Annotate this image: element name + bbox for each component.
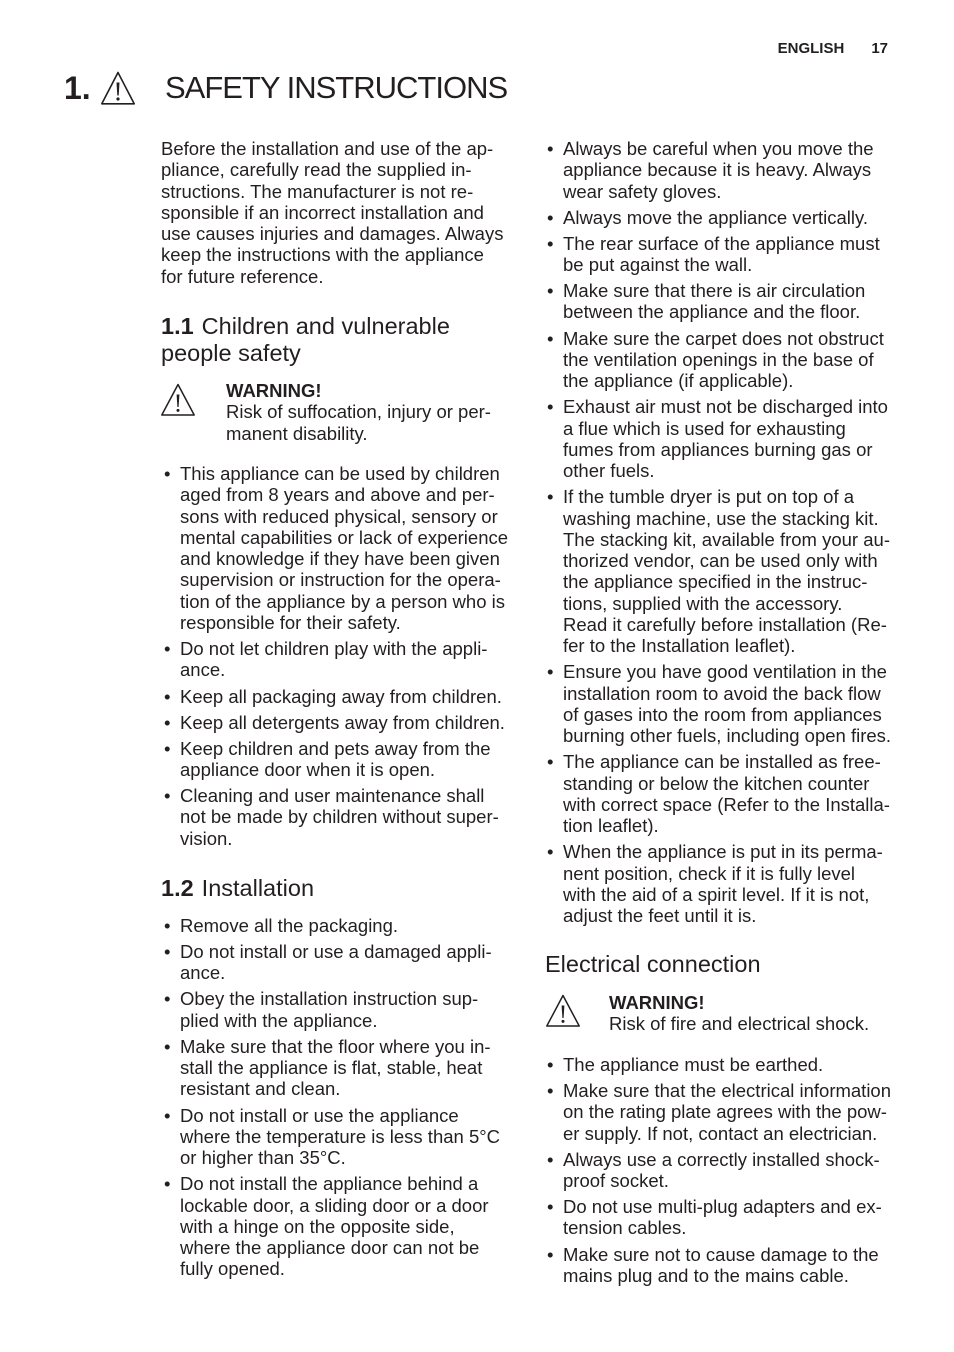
section-title: Electrical connection xyxy=(545,951,761,977)
list-item: • Make sure that there is air circulation between the appliance and the floor. xyxy=(563,280,891,323)
list-item: • Obey the installation instruction sup- plied with the appliance. xyxy=(180,988,500,1031)
warning-triangle-icon xyxy=(100,70,136,107)
list-item: • Exhaust air must not be discharged into a flue which is used for exhausting fumes from appliances burning gas or other fuels. xyxy=(563,396,891,481)
intro-paragraph: Before the installation and use of the ap- pliance, carefully read the supplied in- structions. The manufacturer is not re- sponsible if an incorrect installation and use causes injuries and damages. Always keep the instructions with the appliance for future reference. xyxy=(161,138,504,287)
list-item: • If the tumble dryer is put on top of a washing machine, use the stacking kit. The stacking kit, available from your au- thorized vendor, can be used only with the appliance specified in the instruc- tions, supplied with the accessory. Read it carefully before installation (Re- fer to the Installation leaflet). xyxy=(563,486,891,656)
children-safety-list xyxy=(180,463,508,854)
list-item: • The rear surface of the appliance must be put against the wall. xyxy=(563,233,891,276)
list-item: • Always move the appliance vertically. xyxy=(563,207,891,228)
list-item: • The appliance must be earthed. xyxy=(563,1054,891,1075)
warning-message xyxy=(226,380,491,444)
electrical-connection-list xyxy=(563,1054,891,1291)
list-item: • Make sure that the floor where you in- stall the appliance is flat, stable, heat resistant and clean. xyxy=(180,1036,500,1100)
list-item: • Always be careful when you move the appliance because it is heavy. Always wear safety gloves. xyxy=(563,138,891,202)
section-title: Children and vulnerable people safety xyxy=(161,313,450,366)
warning-label: WARNING! xyxy=(609,992,705,1013)
warning-message xyxy=(609,992,869,1035)
warning-text: Risk of fire and electrical shock. xyxy=(609,1013,870,1035)
list-item: • Make sure that the electrical information on the rating plate agrees with the pow- er supply. If not, contact an electrician. xyxy=(563,1080,891,1144)
installation-list-continued xyxy=(563,138,891,931)
list-item: • Do not install the appliance behind a lockable door, a sliding door or a door with a hinge on the opposite side, where the appliance door can not be fully opened. xyxy=(180,1173,500,1279)
warning-triangle-icon-graphic xyxy=(545,993,581,1029)
list-item: • Do not use multi-plug adapters and ex- tension cables. xyxy=(563,1196,891,1239)
warning-triangle-icon-graphic xyxy=(160,382,196,418)
list-item: • Do not install or use the appliance where the temperature is less than 5°C or higher than 35°C. xyxy=(180,1105,500,1169)
list-item: • When the appliance is put in its perma- nent position, check if it is fully level with the aid of a spirit level. If it is not, adjust the feet until it is. xyxy=(563,841,891,926)
warning-triangle-icon-graphic xyxy=(100,70,136,107)
warning-label: WARNING! xyxy=(226,380,322,401)
list-item: • Make sure the carpet does not obstruct the ventilation openings in the base of the appliance (if applicable). xyxy=(563,328,891,392)
list-item: • Keep children and pets away from the appliance door when it is open. xyxy=(180,738,508,781)
warning-triangle-icon xyxy=(545,993,581,1029)
list-item: • This appliance can be used by children aged from 8 years and above and per- sons with reduced physical, sensory or mental capabilities or lack of experience and knowledge if they have been given supervision or instruction for the opera- tion of the appliance by a person who is responsible for their safety. xyxy=(180,463,508,633)
header-language: ENGLISH xyxy=(777,40,845,57)
warning-triangle-icon xyxy=(160,382,196,418)
list-item: • Do not install or use a damaged appli- ance. xyxy=(180,941,500,984)
warning-text: Risk of suffocation, injury or per- manent disability. xyxy=(226,401,491,444)
chapter-number: 1. xyxy=(64,70,91,106)
list-item: • Always use a correctly installed shock- proof socket. xyxy=(563,1149,891,1192)
section-heading-installation xyxy=(161,875,314,902)
page-header xyxy=(778,40,888,57)
list-item: • Keep all packaging away from children. xyxy=(180,686,508,707)
list-item: • Cleaning and user maintenance shall not be made by children without super- vision. xyxy=(180,785,508,849)
list-item: • The appliance can be installed as free- standing or below the kitchen counter with correct space (Refer to the Installa- tion leaflet). xyxy=(563,751,891,836)
section-title: Installation xyxy=(201,875,315,901)
list-item: • Do not let children play with the appli- ance. xyxy=(180,638,508,681)
list-item: • Remove all the packaging. xyxy=(180,915,500,936)
section-number: 1.2 xyxy=(161,875,194,901)
installation-list xyxy=(180,915,500,1285)
section-heading-children-safety xyxy=(161,313,450,367)
page-number: 17 xyxy=(871,40,888,57)
section-number: 1.1 xyxy=(161,313,194,339)
list-item: • Make sure not to cause damage to the mains plug and to the mains cable. xyxy=(563,1244,891,1287)
chapter-title: SAFETY INSTRUCTIONS xyxy=(165,70,508,105)
section-heading-electrical-connection xyxy=(545,951,761,978)
list-item: • Ensure you have good ventilation in the installation room to avoid the back flow of gases into the room from appliances burning other fuels, including open fires. xyxy=(563,661,891,746)
list-item: • Keep all detergents away from children. xyxy=(180,712,508,733)
